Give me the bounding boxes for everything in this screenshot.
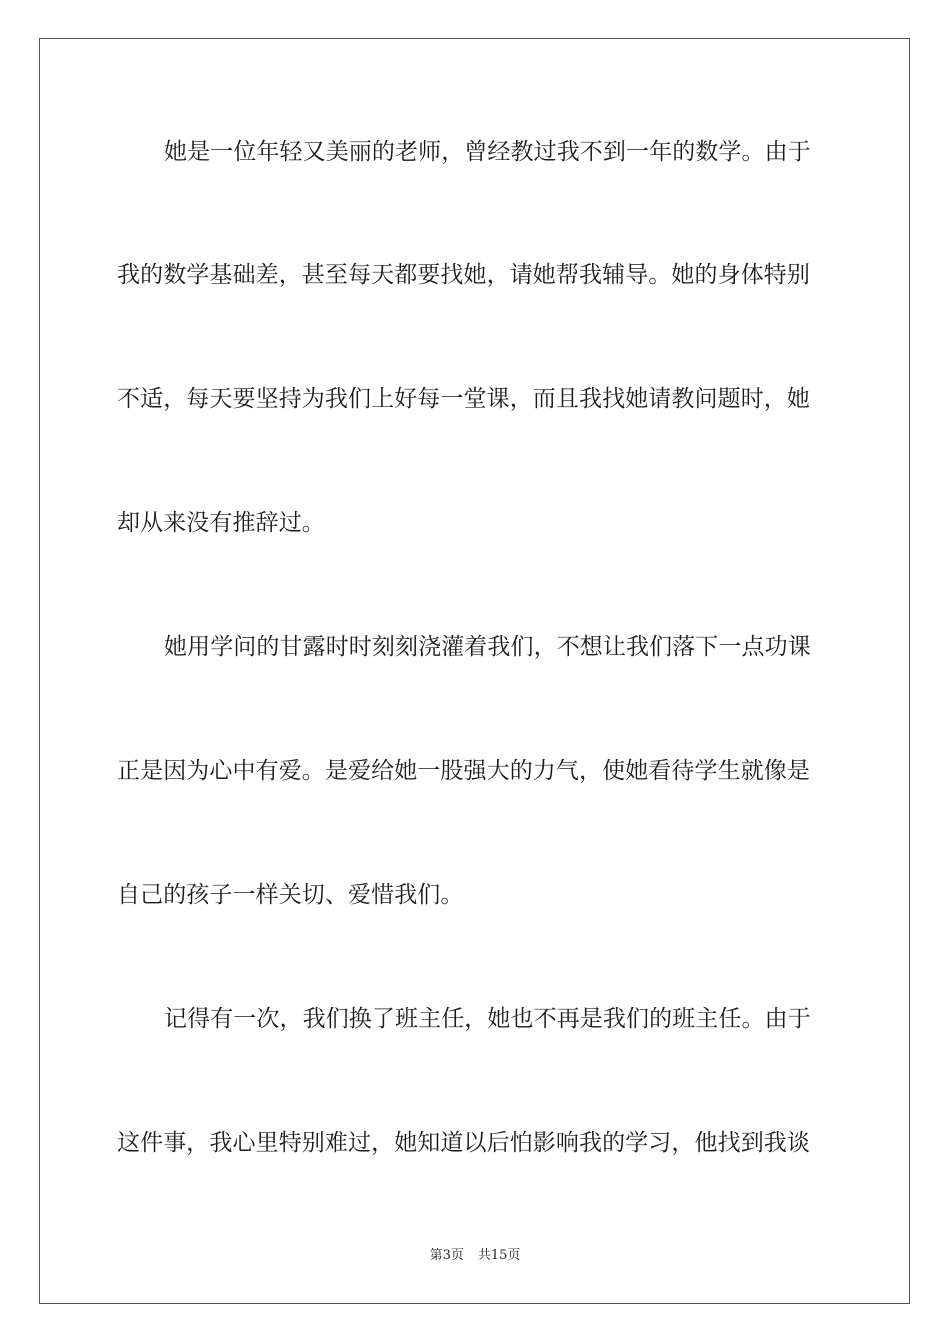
paragraph-2-line-2: 正是因为心中有爱。是爱给她一股强大的力气，使她看待学生就像是 (117, 758, 810, 784)
page-total: 共15页 (477, 1248, 521, 1263)
paragraph-1-line-1: 她是一位年轻又美丽的老师，曾经教过我不到一年的数学。由于 (164, 139, 811, 165)
page-number: 第3页 (429, 1248, 464, 1263)
page-frame (39, 38, 910, 1304)
page-footer (0, 1247, 950, 1265)
paragraph-2-line-3: 自己的孩子一样关切、爱惜我们。 (117, 882, 464, 908)
paragraph-1-line-4: 却从来没有推辞过。 (117, 510, 325, 536)
paragraph-1-line-3: 不适，每天要坚持为我们上好每一堂课，而且我找她请教问题时，她 (117, 386, 810, 412)
paragraph-3-line-1: 记得有一次，我们换了班主任，她也不再是我们的班主任。由于 (164, 1006, 811, 1032)
paragraph-3-line-2: 这件事，我心里特别难过，她知道以后怕影响我的学习，他找到我谈 (117, 1130, 810, 1156)
paragraph-2-line-1: 她用学问的甘露时时刻刻浇灌着我们，不想让我们落下一点功课 (164, 634, 811, 660)
paragraph-1-line-2: 我的数学基础差，甚至每天都要找她，请她帮我辅导。她的身体特别 (117, 262, 810, 288)
